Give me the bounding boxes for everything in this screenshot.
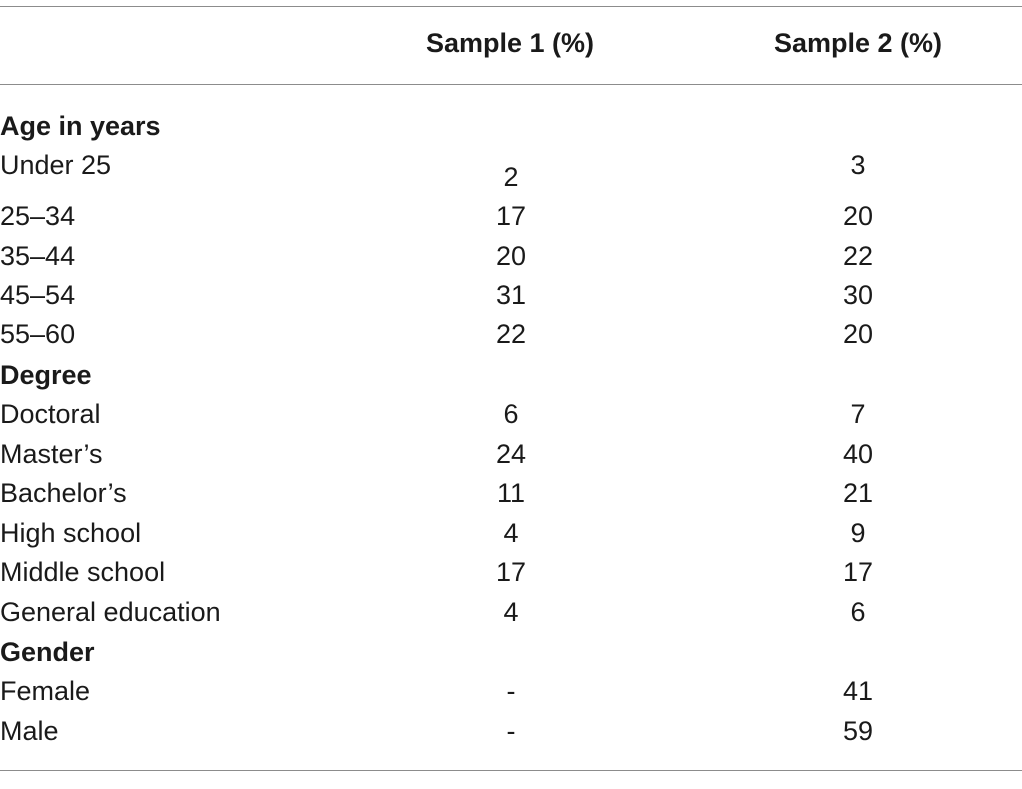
- sample-2-value: 22: [842, 241, 874, 271]
- row-label: Doctoral: [0, 399, 101, 429]
- table-row: [0, 314, 1022, 354]
- bottom-rule: [0, 770, 1022, 771]
- table-row: [0, 196, 1022, 236]
- row-label: 25–34: [0, 201, 76, 231]
- sample-1-value: 22: [495, 319, 527, 349]
- table-row: [0, 275, 1022, 315]
- top-rule: [0, 6, 1022, 7]
- section-row-age: [0, 106, 1022, 146]
- sample-2-value: 40: [842, 439, 874, 469]
- sample-1-value: 17: [495, 201, 527, 231]
- row-label: Middle school: [0, 557, 166, 587]
- table-row: [0, 552, 1022, 592]
- table-row: [0, 473, 1022, 513]
- sample-1-value: 2: [503, 162, 519, 192]
- table-row: [0, 434, 1022, 474]
- sample-2-value: 20: [842, 319, 874, 349]
- row-label: High school: [0, 518, 142, 548]
- sample-2-value: 41: [842, 676, 874, 706]
- column-header-sample-2: Sample 2 (%): [773, 28, 943, 58]
- table-row: [0, 592, 1022, 632]
- sample-2-value: 30: [842, 280, 874, 310]
- row-label: Bachelor’s: [0, 478, 127, 508]
- sample-1-value: 4: [503, 597, 519, 627]
- sample-2-value: 17: [842, 557, 874, 587]
- sample-1-value: 4: [503, 518, 519, 548]
- row-label: Gender: [0, 637, 95, 667]
- sample-1-value: 17: [495, 557, 527, 587]
- sample-1-value: -: [506, 716, 516, 746]
- row-label: 45–54: [0, 280, 76, 310]
- table-row: [0, 236, 1022, 276]
- sample-2-value: 3: [850, 150, 866, 180]
- sample-1-value: 20: [495, 241, 527, 271]
- sample-1-value: 24: [495, 439, 527, 469]
- table-row: [0, 711, 1022, 751]
- table-row: [0, 671, 1022, 711]
- row-label: Under 25: [0, 150, 112, 180]
- row-label: Age in years: [0, 111, 161, 141]
- column-header-sample-1: Sample 1 (%): [425, 28, 595, 58]
- row-label: Master’s: [0, 439, 103, 469]
- sample-2-value: 59: [842, 716, 874, 746]
- row-label: Female: [0, 676, 91, 706]
- row-label: General education: [0, 597, 221, 627]
- header-rule: [0, 84, 1022, 85]
- table-row: [0, 513, 1022, 553]
- sample-1-value: 31: [495, 280, 527, 310]
- sample-2-value: 6: [850, 597, 866, 627]
- sample-1-value: 11: [496, 478, 526, 508]
- table-row: [0, 145, 1022, 192]
- table-row: [0, 394, 1022, 434]
- sample-2-value: 9: [850, 518, 866, 548]
- sample-1-value: -: [506, 676, 516, 706]
- sample-2-value: 7: [850, 399, 866, 429]
- sample-2-value: 21: [842, 478, 874, 508]
- row-label: 55–60: [0, 319, 76, 349]
- sample-2-value: 20: [842, 201, 874, 231]
- sample-1-value: 6: [503, 399, 519, 429]
- row-label: Degree: [0, 360, 92, 390]
- section-row-degree: [0, 355, 1022, 395]
- row-label: 35–44: [0, 241, 76, 271]
- row-label: Male: [0, 716, 59, 746]
- section-row-gender: [0, 632, 1022, 672]
